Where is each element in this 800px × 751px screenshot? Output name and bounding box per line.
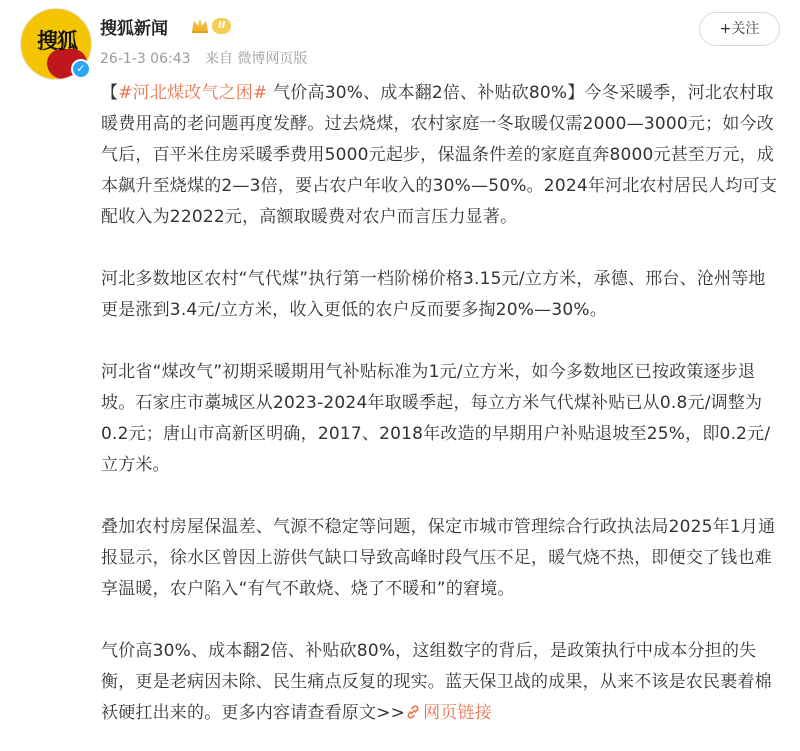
post-header <box>0 0 800 90</box>
paragraph-5 <box>101 636 781 729</box>
post-content <box>101 78 781 729</box>
post-source: 来自 微博网页版 <box>204 51 308 67</box>
member-crown-icon <box>190 17 210 34</box>
post-time[interactable]: 26-1-3 06:43 <box>100 51 191 67</box>
verified-check-icon: ✓ <box>71 59 91 79</box>
paragraph-4: 叠加农村房屋保温差、气源不稳定等问题，保定市城市管理综合行政执法局2025年1月通报显示，徐水区曾因上游供气缺口导致高峰时段气压不足，暖气烧不热，即便交了钱也难享温暖，农户陷入“有气不敢烧、烧了不暖和”的窘境。 <box>101 517 776 599</box>
paragraph-1 <box>101 78 781 233</box>
topic-hashtag[interactable]: #河北煤改气之困# <box>118 83 268 103</box>
web-link[interactable] <box>405 703 492 723</box>
bracket-open: 【 <box>101 83 119 103</box>
link-icon <box>405 704 421 720</box>
follow-button[interactable]: +关注 <box>699 12 780 46</box>
level-badge: II <box>212 18 231 34</box>
web-link-label[interactable]: 网页链接 <box>423 703 492 723</box>
paragraph-3: 河北省“煤改气”初期采暖期用气补贴标准为1元/立方米，如今多数地区已按政策逐步退坡。石家庄市藁城区从2023-2024年取暖季起，每立方米气代煤补贴已从0.8元/调整为0.2元；唐山市高新区明确，2017、2018年改造的早期用户补贴退坡至25%，即0.2元/立方米。 <box>101 362 771 475</box>
paragraph-1-text: 气价高30%、成本翻2倍、补贴砍80%】今冬采暖季，河北农村取暖费用高的老问题再度发酵。过去烧煤，农村家庭一冬取暖仅需2000—3000元；如今改气后，百平米住房采暖季费用5000元起步，保温条件差的家庭直奔8000元甚至万元，成本飙升至烧煤的2—3倍，要占农户年收入的30%—50%。2024年河北农村居民人均可支配收入为22022元，高额取暖费对农户而言压力显著。 <box>101 83 778 227</box>
author-avatar[interactable] <box>20 8 92 80</box>
paragraph-2: 河北多数地区农村“气代煤”执行第一档阶梯价格3.15元/立方米，承德、邢台、沧州等地更是涨到3.4元/立方米，收入更低的农户反而要多掏20%—30%。 <box>101 269 766 320</box>
post-meta <box>100 48 317 68</box>
avatar-logo-text: 搜狐 <box>37 28 77 53</box>
author-name[interactable]: 搜狐新闻 <box>100 19 168 39</box>
paragraph-5-text: 气价高30%、成本翻2倍、补贴砍80%，这组数字的背后，是政策执行中成本分担的失衡，更是老病因未除、民生痛点反复的现实。蓝天保卫战的成果，从来不该是农民裹着棉袄硬扛出来的。更多内容请查看原文>> <box>101 641 772 723</box>
